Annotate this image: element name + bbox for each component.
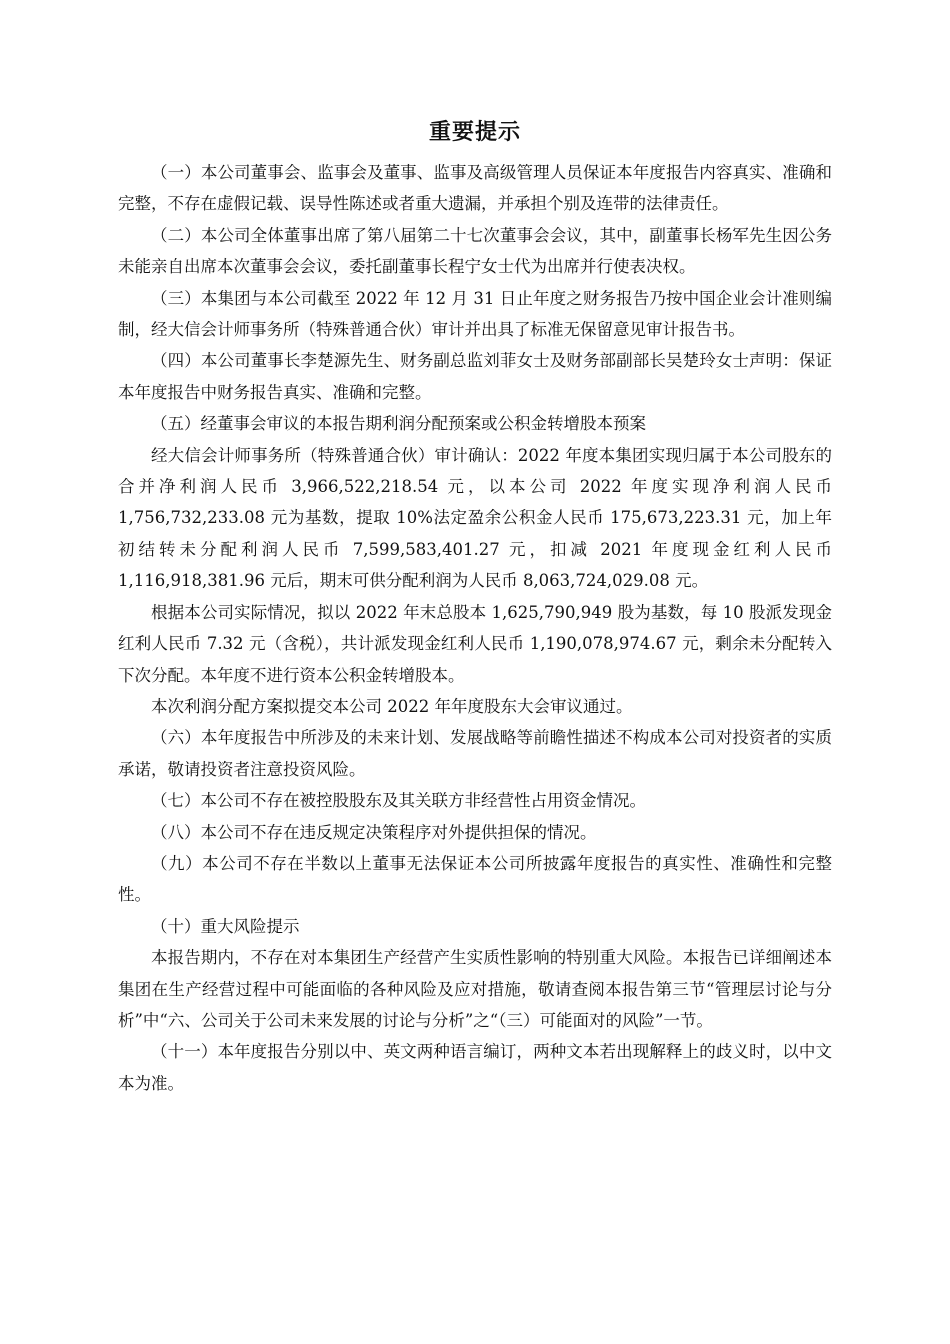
paragraph-audit-confirmation: 经大信会计师事务所（特殊普通合伙）审计确认：2022 年度本集团实现归属于本公司股东的合并净利润人民币 3,966,522,218.54 元，以本公司 2022 年度实现净利润人民币 1,756,732,233.08 元为基数，提取 10%法定盈余公积金人民币 175,673,223.31 元，加上年初结转未分配利润人民币 7,599,583,401.27 元，扣减 2021 年度现金红利人民币 1,116,918,381.96 元后，期末可供分配利润为人民币 8,063,724,029.08 元。: [118, 445, 832, 591]
paragraph-shareholder-approval: 本次利润分配方案拟提交本公司 2022 年年度股东大会审议通过。: [151, 696, 633, 716]
paragraph-1-responsibility: （一）本公司董事会、监事会及董事、监事及高级管理人员保证本年度报告内容真实、准确和完整，不存在虚假记载、误导性陈述或者重大遗漏，并承担个别及连带的法律责任。: [118, 163, 832, 214]
paragraph-3-audit: （三）本集团与本公司截至 2022 年 12 月 31 日止年度之财务报告乃按中国企业会计准则编制，经大信会计师事务所（特殊普通合伙）审计并出具了标准无保留意见审计报告书。: [118, 288, 832, 340]
paragraph-risk-detail: 本报告期内，不存在对本集团生产经营产生实质性影响的特别重大风险。本报告已详细阐述本集团在生产经营过程中可能面临的各种风险及应对措施，敬请查阅本报告第三节“管理层讨论与分析”中“六、公司关于公司未来发展的讨论与分析”之“（三）可能面对的风险”一节。: [118, 948, 832, 1030]
paragraph-9-director-assurance: （九）本公司不存在半数以上董事无法保证本公司所披露年度报告的真实性、准确性和完整性。: [118, 853, 832, 905]
paragraph-4-financial-statement: （四）本公司董事长李楚源先生、财务副总监刘菲女士及财务部副部长吴楚玲女士声明：保证本年度报告中财务报告真实、准确和完整。: [118, 351, 832, 402]
page-title: 重要提示: [428, 120, 521, 145]
paragraph-7-fund-occupation: （七）本公司不存在被控股股东及其关联方非经营性占用资金情况。: [151, 791, 646, 811]
paragraph-6-forward-looking: （六）本年度报告中所涉及的未来计划、发展战略等前瞻性描述不构成本公司对投资者的实质承诺，敬请投资者注意投资风险。: [118, 728, 832, 779]
paragraph-dividend-plan: 根据本公司实际情况，拟以 2022 年末总股本 1,625,790,949 股为基数，每 10 股派发现金红利人民币 7.32 元（含税），共计派发现金红利人民币 1,190,078,974.67 元，剩余未分配转入下次分配。本年度不进行资本公积金转增股本。: [118, 602, 832, 685]
paragraph-11-language: （十一）本年度报告分别以中、英文两种语言编订，两种文本若出现解释上的歧义时，以中文本为准。: [118, 1042, 832, 1093]
paragraph-5-profit-distribution-heading: （五）经董事会审议的本报告期利润分配预案或公积金转增股本预案: [151, 414, 646, 434]
paragraph-2-board-attendance: （二）本公司全体董事出席了第八届第二十七次董事会会议，其中，副董事长杨军先生因公务未能亲自出席本次董事会会议，委托副董事长程宁女士代为出席并行使表决权。: [118, 225, 832, 277]
paragraph-10-risk-heading: （十）重大风险提示: [151, 916, 300, 936]
paragraph-8-guarantee: （八）本公司不存在违反规定决策程序对外提供担保的情况。: [151, 822, 597, 842]
